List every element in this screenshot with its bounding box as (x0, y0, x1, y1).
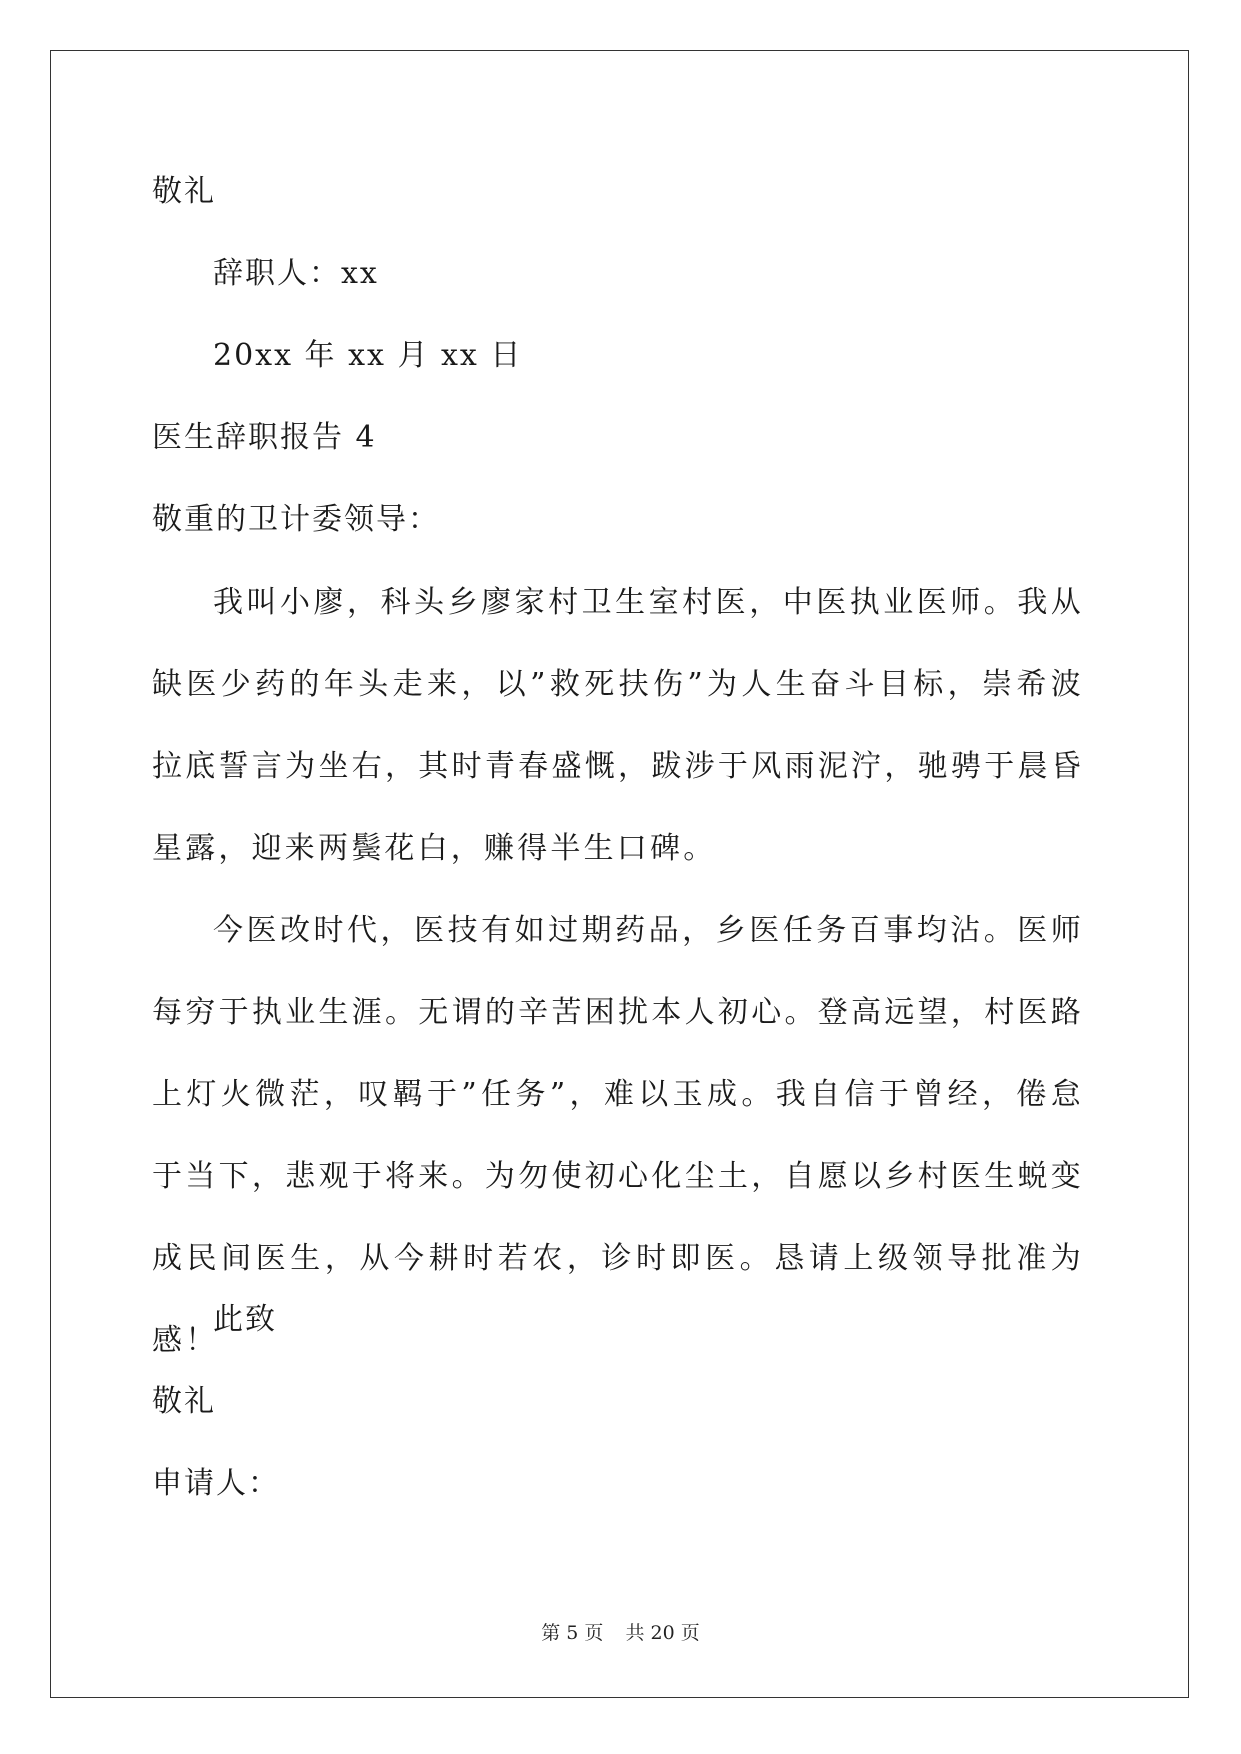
closing-salute-1: 敬礼 (152, 174, 216, 209)
body-paragraph-2: 今医改时代，医技有如过期药品，乡医任务百事均沾。医师每穷于执业生涯。无谓的辛苦困扰本人初心。登高远望，村医路上灯火微茫，叹羁于”任务”，难以玉成。我自信于曾经，倦怠于当下，悲观于将来。为勿使初心化尘土，自愿以乡村医生蜕变成民间医生，从今耕时若农，诊时即医。恳请上级领导批准为感！ (152, 913, 1084, 1358)
signer-line: 辞职人：xx (213, 256, 379, 291)
date-line: 20xx 年 xx 月 xx 日 (213, 338, 523, 373)
page-number: 第 5 页 (541, 1622, 604, 1644)
applicant-line: 申请人： (152, 1466, 280, 1501)
body-paragraph-1: 我叫小廖，科头乡廖家村卫生室村医，中医执业医师。我从缺医少药的年头走来，以”救死扶伤”为人生奋斗目标，崇希波拉底誓言为坐右，其时青春盛慨，跋涉于风雨泥泞，驰骋于晨昏星露，迎来两鬓花白，赚得半生口碑。 (152, 585, 1084, 866)
page-total: 共 20 页 (625, 1622, 700, 1644)
salutation: 敬重的卫计委领导： (152, 502, 440, 537)
page-footer (0, 1621, 1241, 1645)
closing-phrase: 此致 (213, 1302, 277, 1337)
section-title: 医生辞职报告 4 (152, 420, 377, 455)
closing-salute-2: 敬礼 (152, 1384, 216, 1419)
